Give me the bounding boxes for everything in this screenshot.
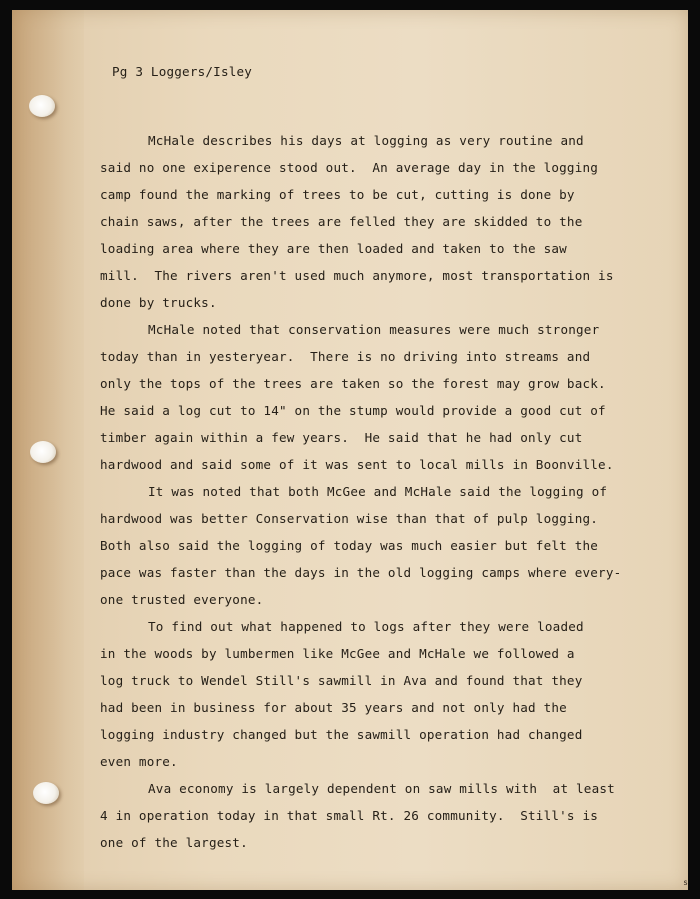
text-line: said no one exiperence stood out. An average day in the logging xyxy=(100,160,599,175)
paragraph xyxy=(100,775,660,856)
paragraphs xyxy=(100,127,660,856)
text-line: To find out what happened to logs after they were loaded xyxy=(148,619,584,634)
typed-text-body xyxy=(100,62,660,856)
text-line: today than in yesteryear. There is no driving into streams and xyxy=(100,349,591,364)
text-line: McHale describes his days at logging as very routine and xyxy=(148,133,584,148)
text-line: It was noted that both McGee and McHale said the logging of xyxy=(148,484,608,499)
text-line: chain saws, after the trees are felled they are skidded to the xyxy=(100,214,583,229)
text-line: hardwood was better Conservation wise than that of pulp logging. xyxy=(100,511,599,526)
text-line: loading area where they are then loaded and taken to the saw xyxy=(100,241,567,256)
text-line: timber again within a few years. He said that he had only cut xyxy=(100,430,583,445)
page-mark: s xyxy=(683,878,688,887)
text-line: Ava economy is largely dependent on saw mills with at least xyxy=(148,781,615,796)
text-line: camp found the marking of trees to be cut, cutting is done by xyxy=(100,187,575,202)
paragraph xyxy=(100,316,660,478)
page-header: Pg 3 Loggers/Isley xyxy=(112,64,253,79)
text-line: log truck to Wendel Still's sawmill in Ava and found that they xyxy=(100,673,583,688)
text-line: in the woods by lumbermen like McGee and McHale we followed a xyxy=(100,646,575,661)
text-line: one trusted everyone. xyxy=(100,592,264,607)
punch-hole-middle xyxy=(30,441,56,463)
text-line: had been in business for about 35 years and not only had the xyxy=(100,700,567,715)
text-line: hardwood and said some of it was sent to local mills in Boonville. xyxy=(100,457,614,472)
paragraph xyxy=(100,478,660,613)
text-line: mill. The rivers aren't used much anymore, most transportation is xyxy=(100,268,614,283)
text-line: 4 in operation today in that small Rt. 26 community. Still's is xyxy=(100,808,599,823)
text-line: He said a log cut to 14" on the stump would provide a good cut of xyxy=(100,403,606,418)
punch-hole-bottom xyxy=(33,782,59,804)
text-line: even more. xyxy=(100,754,178,769)
text-line: pace was faster than the days in the old logging camps where every- xyxy=(100,565,622,580)
text-line: done by trucks. xyxy=(100,295,217,310)
text-line: only the tops of the trees are taken so the forest may grow back. xyxy=(100,376,606,391)
text-line: logging industry changed but the sawmill operation had changed xyxy=(100,727,583,742)
paragraph xyxy=(100,127,660,316)
text-line: one of the largest. xyxy=(100,835,248,850)
paragraph xyxy=(100,613,660,775)
text-line: McHale noted that conservation measures were much stronger xyxy=(148,322,600,337)
punch-hole-top xyxy=(29,95,55,117)
text-line: Both also said the logging of today was much easier but felt the xyxy=(100,538,599,553)
